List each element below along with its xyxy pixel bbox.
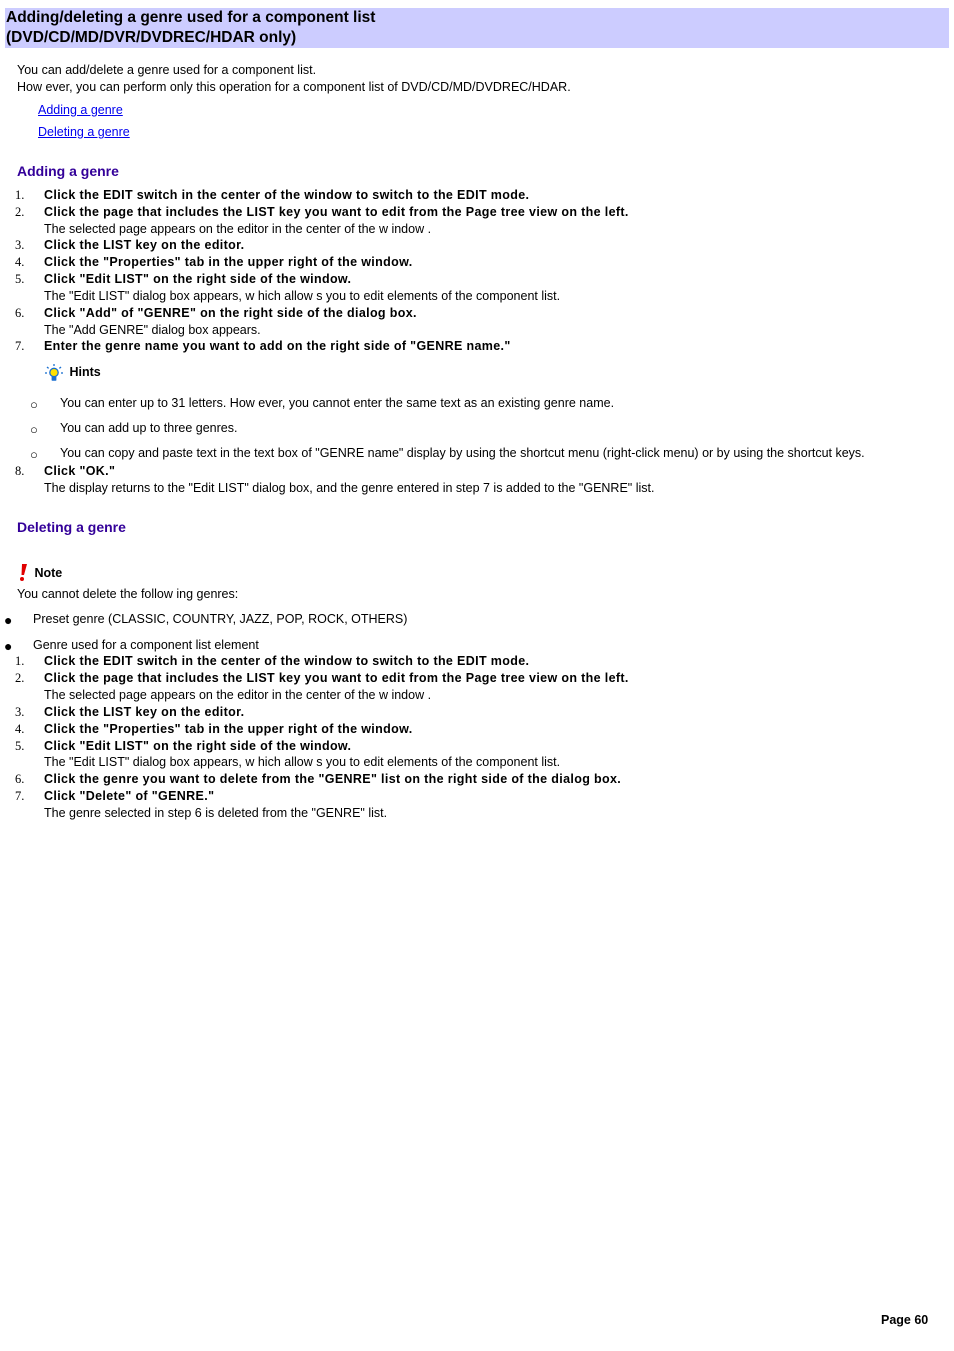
step-number: 4. — [15, 255, 25, 269]
step-text: Click the EDIT switch in the center of the window to switch to the EDIT mode. — [44, 654, 530, 668]
hint-item: You can add up to three genres. — [60, 421, 238, 435]
step-number: 3. — [15, 238, 25, 252]
list-item: Preset genre (CLASSIC, COUNTRY, JAZZ, POP, ROCK, OTHERS) — [33, 612, 408, 626]
hint-bullet: ○ — [30, 447, 38, 462]
step-number: 8. — [15, 464, 25, 478]
hint-item: You can copy and paste text in the text box of "GENRE name" display by using the shortcut menu (right-click menu) or by using the shortcut keys. — [60, 446, 865, 460]
hint-item: You can enter up to 31 letters. How ever, you cannot enter the same text as an existing genre name. — [60, 396, 615, 410]
step-text: Click the LIST key on the editor. — [44, 238, 245, 252]
page-title-line1: Adding/deleting a genre used for a component list — [6, 9, 376, 26]
step-number: 5. — [15, 272, 25, 286]
hints-header — [44, 363, 101, 383]
step-number: 7. — [15, 339, 25, 353]
note-header — [17, 563, 62, 582]
list-bullet: ● — [4, 638, 13, 654]
list-item: Genre used for a component list element — [33, 638, 259, 652]
step-number: 4. — [15, 722, 25, 736]
step-subtext: The genre selected in step 6 is deleted from the "GENRE" list. — [44, 806, 388, 820]
step-text: Click "Edit LIST" on the right side of the window. — [44, 272, 352, 286]
step-number: 6. — [15, 306, 25, 320]
note-label: Note — [34, 566, 63, 580]
step-text: Click "Add" of "GENRE" on the right side of the dialog box. — [44, 306, 417, 320]
step-number: 5. — [15, 739, 25, 753]
step-subtext: The selected page appears on the editor in the center of the w indow . — [44, 688, 432, 702]
step-text: Click the "Properties" tab in the upper right of the window. — [44, 722, 413, 736]
intro-line2: How ever, you can perform only this operation for a component list of DVD/CD/MD/DVDREC/HDAR. — [17, 80, 571, 94]
step-text: Click "Edit LIST" on the right side of the window. — [44, 739, 352, 753]
step-number: 2. — [15, 671, 25, 685]
step-text: Click the "Properties" tab in the upper right of the window. — [44, 255, 413, 269]
step-text: Click the EDIT switch in the center of the window to switch to the EDIT mode. — [44, 188, 530, 202]
lightbulb-icon — [44, 363, 64, 383]
step-number: 1. — [15, 654, 25, 668]
page-title-line2: (DVD/CD/MD/DVR/DVDREC/HDAR only) — [6, 29, 297, 46]
page-number: Page 60 — [881, 1313, 929, 1327]
hints-label: Hints — [69, 365, 101, 380]
note-text: You cannot delete the follow ing genres: — [17, 587, 239, 601]
page-title-bar — [5, 8, 949, 48]
hint-bullet: ○ — [30, 397, 38, 412]
exclamation-icon — [17, 563, 29, 582]
link-deleting-genre[interactable]: Deleting a genre — [38, 125, 130, 139]
step-subtext: The "Edit LIST" dialog box appears, w hich allow s you to edit elements of the component list. — [44, 755, 561, 769]
step-text: Click the page that includes the LIST key you want to edit from the Page tree view on the left. — [44, 671, 629, 685]
step-text: Click "Delete" of "GENRE." — [44, 789, 215, 803]
step-subtext: The display returns to the "Edit LIST" dialog box, and the genre entered in step 7 is added to the "GENRE" list. — [44, 481, 655, 495]
list-bullet: ● — [4, 612, 13, 628]
link-adding-genre[interactable]: Adding a genre — [38, 103, 123, 117]
step-text: Click the LIST key on the editor. — [44, 705, 245, 719]
hint-bullet: ○ — [30, 422, 38, 437]
step-subtext: The "Edit LIST" dialog box appears, w hich allow s you to edit elements of the component list. — [44, 289, 561, 303]
step-number: 2. — [15, 205, 25, 219]
step-text: Click the genre you want to delete from the "GENRE" list on the right side of the dialog box. — [44, 772, 622, 786]
step-number: 7. — [15, 789, 25, 803]
step-number: 6. — [15, 772, 25, 786]
step-text: Enter the genre name you want to add on the right side of "GENRE name." — [44, 339, 511, 353]
step-subtext: The "Add GENRE" dialog box appears. — [44, 323, 261, 337]
step-text: Click the page that includes the LIST key you want to edit from the Page tree view on the left. — [44, 205, 629, 219]
step-subtext: The selected page appears on the editor in the center of the w indow . — [44, 222, 432, 236]
section-heading-adding: Adding a genre — [17, 163, 119, 179]
intro-line1: You can add/delete a genre used for a component list. — [17, 63, 317, 77]
step-text: Click "OK." — [44, 464, 116, 478]
step-number: 3. — [15, 705, 25, 719]
step-number: 1. — [15, 188, 25, 202]
section-heading-deleting: Deleting a genre — [17, 519, 126, 535]
